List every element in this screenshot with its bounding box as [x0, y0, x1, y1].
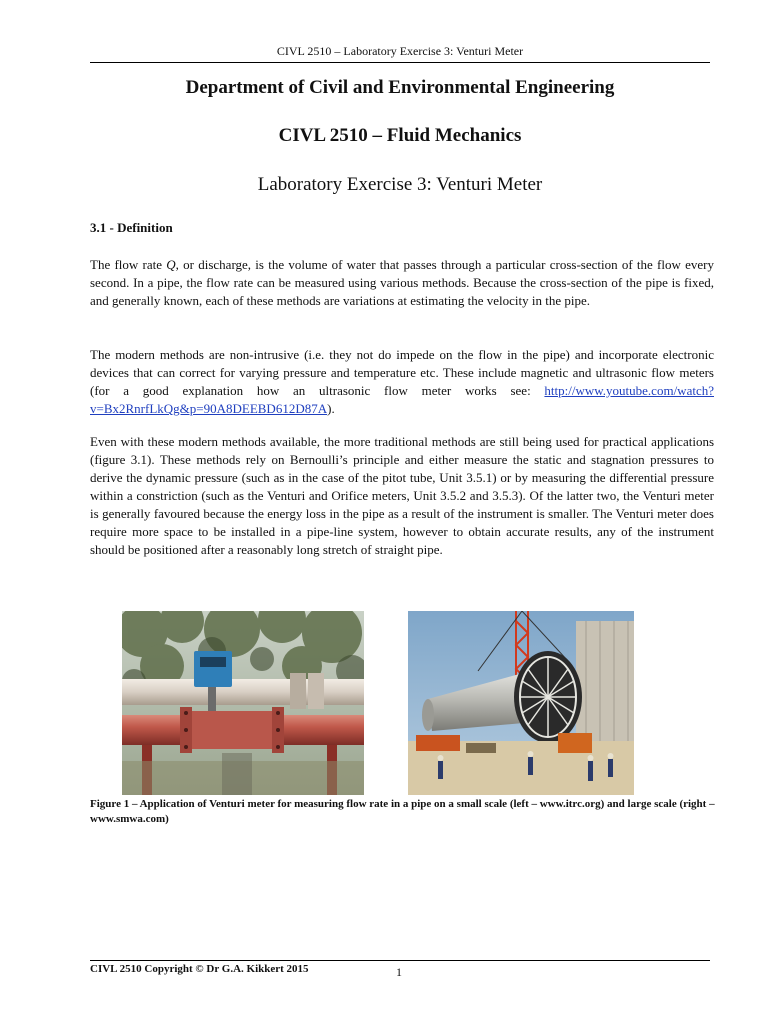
p1-text-start: The flow rate — [90, 257, 167, 272]
figure-caption: Figure 1 – Application of Venturi meter for measuring flow rate in a pipe on a small scale (left – www.itrc.org) and large scale (right – www.smwa.com) — [90, 798, 715, 825]
p2-text-end: ). — [327, 401, 335, 416]
lab-title: Laboratory Exercise 3: Venturi Meter — [257, 174, 543, 195]
small-scale-venturi-image — [122, 611, 364, 795]
footer-rule — [90, 960, 710, 961]
header-rule — [90, 62, 710, 63]
paragraph-modern-methods — [90, 346, 714, 418]
footer-copyright: CIVL 2510 Copyright © Dr G.A. Kikkert 2015 — [90, 963, 309, 975]
photo-large-scale-venturi — [408, 611, 634, 795]
course-title: CIVL 2510 – Fluid Mechanics — [278, 125, 522, 146]
department-title: Department of Civil and Environmental Engineering — [185, 77, 615, 98]
p2-text: The modern methods are non-intrusive (i.e. they not do impede on the flow in the pipe) and incorporate electronic devices that can correct for varying pressure and temperature etc. These include magnetic and ultrasonic flow meters (for a good explanation how an ultrasonic flow meter works see: — [90, 347, 714, 398]
running-header: CIVL 2510 – Laboratory Exercise 3: Venturi Meter — [276, 44, 524, 58]
youtube-link[interactable]: http://www.youtube.com/watch?v=Bx2RnrfLkQg&p=90A8DEEBD612D87A — [90, 383, 714, 416]
p1-text-end: , or discharge, is the volume of water that passes through a particular cross-section of the flow every second. In a pipe, the flow rate can be measured using various methods. Because the cross-section of the pipe is fixed, and generally known, each of these methods are variations at estimating the velocity in the pipe. — [90, 257, 714, 308]
large-scale-venturi-image — [408, 611, 634, 795]
section-heading: 3.1 - Definition — [90, 220, 173, 235]
q-symbol: Q — [166, 257, 176, 272]
paragraph-traditional-methods: Even with these modern methods available, the more traditional methods are still being used for practical applications (figure 3.1). These methods rely on Bernoulli’s principle and either measure the static and stagnation pressures to derive the dynamic pressure (such as in the case of the pitot tube, Unit 3.5.1) or by measuring the differential pressure within a constriction (such as the Venturi and Orifice meters, Unit 3.5.2 and 3.5.3). Of the latter two, the Venturi meter is generally favoured because the energy loss in the pipe as a result of the instrument is smaller. The Venturi meter does require more space to be installed in a pipe-line system, however to obtain accurate results, any of the instrument should be positioned after a reasonably long stretch of straight pipe. — [90, 434, 714, 557]
page-number: 1 — [396, 965, 402, 979]
photo-small-scale-venturi — [122, 611, 364, 795]
paragraph-flow-rate — [90, 256, 714, 310]
